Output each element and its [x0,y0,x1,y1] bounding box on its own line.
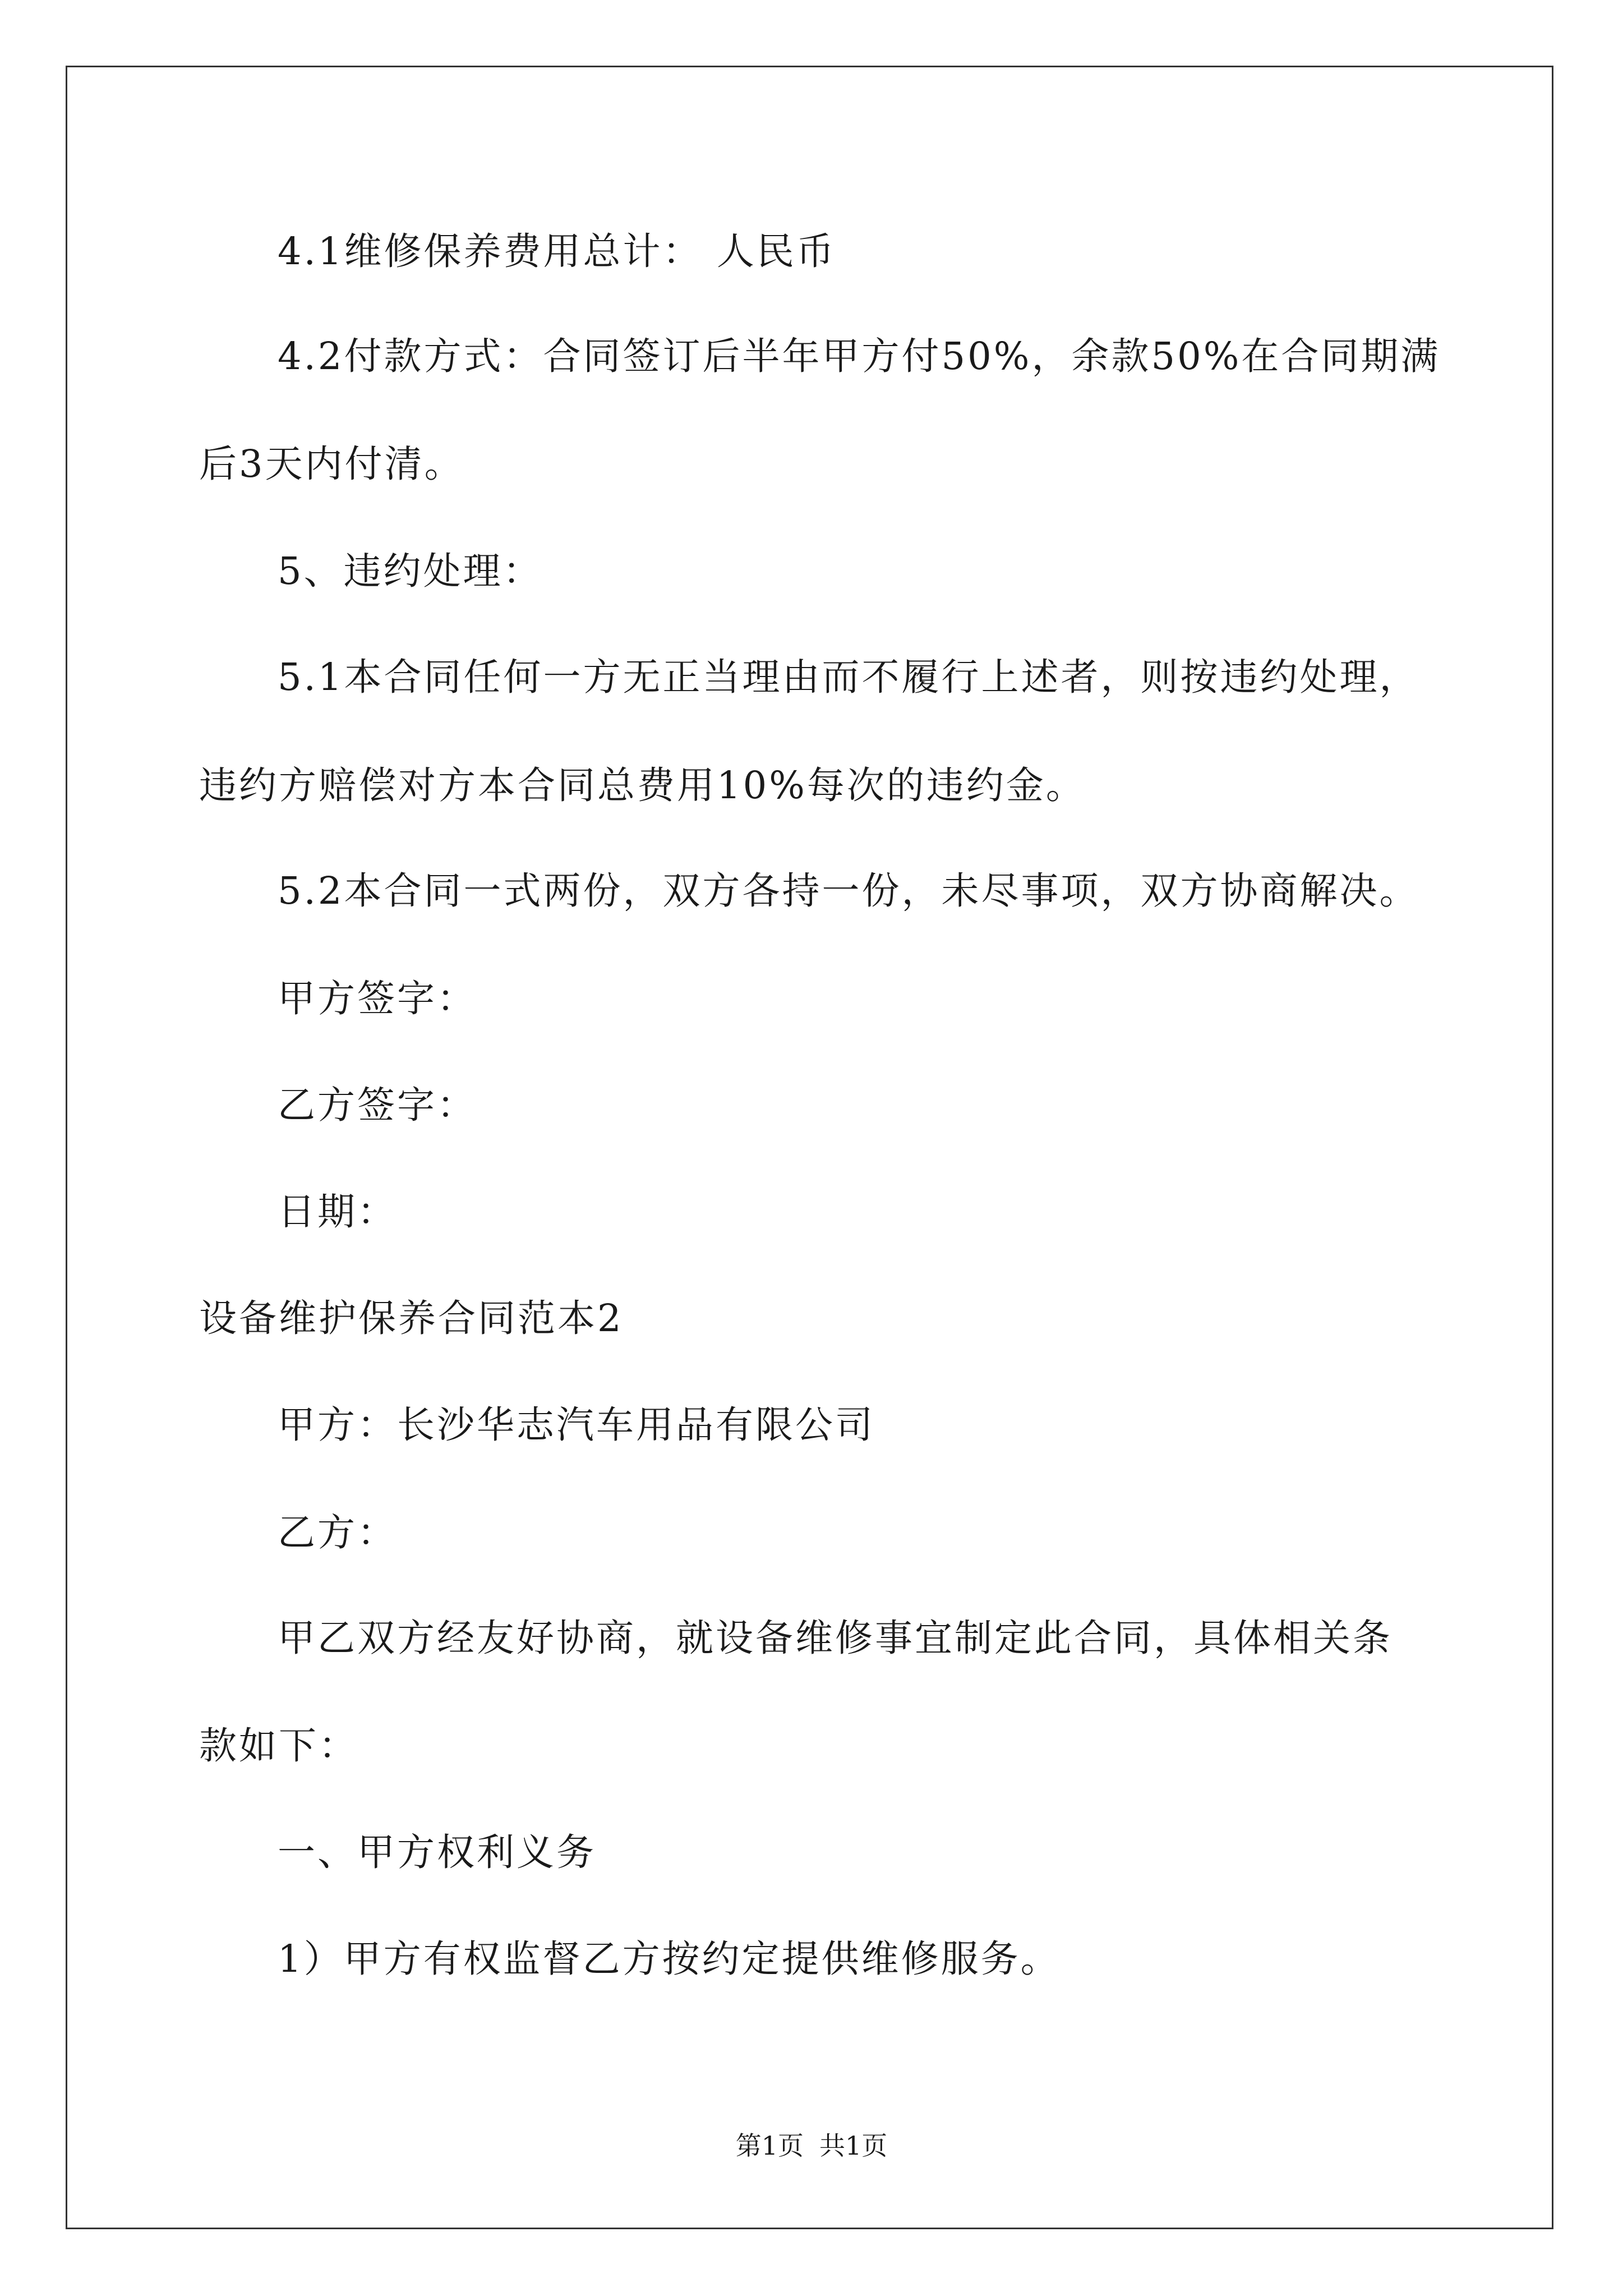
page-number: 第1页 [735,2131,804,2161]
section-title: 设备维护保养合同范本2 [199,1296,624,1340]
text-line: 4.2付款方式：合同签订后半年甲方付50%，余款50%在合同期满 [278,334,1441,378]
text-line: 甲乙双方经友好协商，就设备维修事宜制定此合同，具体相关条 [278,1616,1393,1660]
page-footer [0,2129,1623,2162]
date-line: 日期： [278,1190,397,1234]
text-line: 5、违约处理： [278,549,543,593]
text-line: 甲方：长沙华志汽车用品有限公司 [278,1403,875,1447]
text-line: 乙方： [278,1511,397,1554]
clause-heading: 一、甲方权利义务 [278,1830,596,1874]
text-line: 5.2本合同一式两份，双方各持一份，未尽事项，双方协商解决。 [278,869,1419,913]
signature-line-party-b: 乙方签字： [278,1083,477,1127]
page-total: 共1页 [819,2131,888,2161]
text-line: 款如下： [199,1724,358,1768]
text-line: 违约方赔偿对方本合同总费用10%每次的违约金。 [199,763,1086,807]
text-line: 4.1维修保养费用总计： 人民币 [278,229,836,273]
text-line: 1）甲方有权监督乙方按约定提供维修服务。 [278,1937,1061,1981]
signature-line-party-a: 甲方签字： [278,977,477,1020]
page-border [66,66,1553,2229]
text-line: 5.1本合同任何一方无正当理由而不履行上述者，则按违约处理， [278,655,1419,699]
text-line: 后3天内付清。 [199,442,464,486]
